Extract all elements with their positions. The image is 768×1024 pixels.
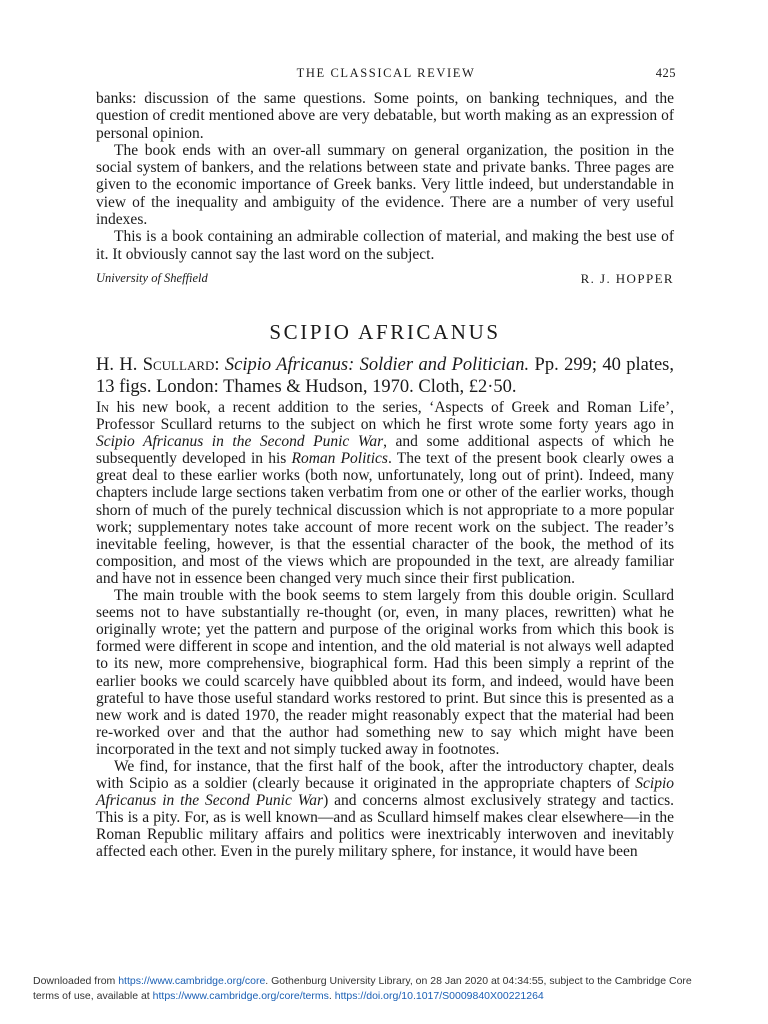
footer-line	[33, 974, 745, 989]
doi-link[interactable]: https://doi.org/10.1017/S0009840X00221264	[334, 990, 544, 1002]
page-number: 425	[655, 66, 676, 80]
paragraph-text: We find, for instance, that the first half of the book, after the introductory chapter, deals with Scipio as a soldier (clearly because it originated in the appropriate chapters of	[96, 757, 674, 793]
previous-review-paragraph: This is a book containing an admirable collection of material, and making the best use of it. It obviously cannot say the last word on the subject.	[96, 228, 674, 263]
previous-review-paragraph: The book ends with an over-all summary on general organization, the position in the social system of bankers, and the relations between state and private banks. Three pages are given to the economic importance of Greek banks. Very little indeed, but understandable in view of the inequality and ambiguity of the evidence. There are a number of very useful indexes.	[96, 141, 674, 229]
review-body	[96, 399, 674, 861]
download-footer	[33, 974, 745, 1004]
previous-review-ending	[96, 90, 674, 263]
running-title: THE CLASSICAL REVIEW	[296, 66, 476, 80]
book-details: Pp. 299; 40 plates, 13 figs. London: Thames & Hudson, 1970. Cloth, £2·50.	[96, 355, 674, 397]
cited-title: Scipio Africanus in the Second Punic War	[96, 775, 675, 810]
footer-text: terms of use, available at	[33, 990, 150, 1002]
review-heading: SCIPIO AFRICANUS	[269, 320, 501, 344]
bibliographic-entry	[96, 354, 674, 398]
paragraph-text: . The text of the present book clearly owes a great deal to these earlier works (both now, unfortunately, long out of print). Indeed, many chapters include large sections taken verbatim from one or other of the earlier works, though shorn of much of the purely technical discussion which is not appropriate to a more popular work; supplementary notes take account of more recent work on the subject. The reader’s inevitable feeling, however, is that the essential character of the book, the method of its composition, and most of the views which are propounded in the text, are already familiar and have not in essence been changed very much since their first publication.	[96, 450, 674, 587]
paragraph-text: his new book, a recent addition to the series, ‘Aspects of Greek and Roman Life’, Professor Scullard returns to the subject on which he first wrote some forty years ago in	[96, 399, 675, 434]
previous-review-paragraph: banks: discussion of the same questions. Some points, on banking techniques, and the question of credit mentioned above are very debatable, but worth making as an expression of personal opinion.	[96, 90, 674, 142]
terms-link[interactable]: https://www.cambridge.org/core/terms	[152, 990, 329, 1002]
running-head	[96, 66, 676, 84]
reviewer-affiliation: University of Sheffield	[96, 271, 208, 285]
opening-words: In	[96, 399, 110, 416]
cited-title: Scipio Africanus in the Second Punic War	[96, 433, 384, 451]
reviewer-signature	[96, 271, 674, 287]
paragraph-text: , and some additional aspects of which he subsequently developed in his	[96, 433, 674, 468]
author-colon: :	[214, 355, 220, 375]
core-link[interactable]: https://www.cambridge.org/core	[118, 975, 266, 987]
footer-text: . Gothenburg University Library, on 28 Jan 2020 at 04:34:55, subject to the Cambridge Core	[265, 975, 692, 987]
footer-text: .	[328, 990, 332, 1002]
review-paragraph	[96, 758, 674, 861]
book-author: H. H. Scullard	[96, 355, 215, 375]
review-paragraph	[96, 399, 674, 587]
cited-title: Roman Politics	[291, 450, 388, 468]
footer-text: Downloaded from	[33, 975, 116, 987]
paragraph-text: ) and concerns almost exclusively strategy and tactics. This is a pity. For, as is well known—and as Scullard himself makes clear elsewhere—in the Roman Republic military affairs and politics were inextricably interwoven and inevitably affected each other. Even in the purely military sphere, for instance, it would have been	[96, 792, 674, 861]
book-title: Scipio Africanus: Soldier and Politician.	[224, 355, 530, 375]
review-paragraph: The main trouble with the book seems to stem largely from this double origin. Scullard seems not to have substantially re-thought (or, even, in many places, rewritten) what he originally wrote; yet the pattern and purpose of the original works from which this book is formed were different in scope and intention, and the old material is not always well adapted to its new, more comprehensive, biographical form. Had this been simply a reprint of the earlier books we could scarcely have quibbled about its form, and indeed, would have been grateful to have those useful standard works restored to print. But since this is presented as a new work and is dated 1970, the reader might reasonably expect that the material had been re-worked over and that the author had something new to say which might have been incorporated in the text and not simply tucked away in footnotes.	[96, 587, 674, 758]
footer-line	[33, 989, 745, 1004]
reviewer-name: R. J. HOPPER	[580, 271, 674, 286]
